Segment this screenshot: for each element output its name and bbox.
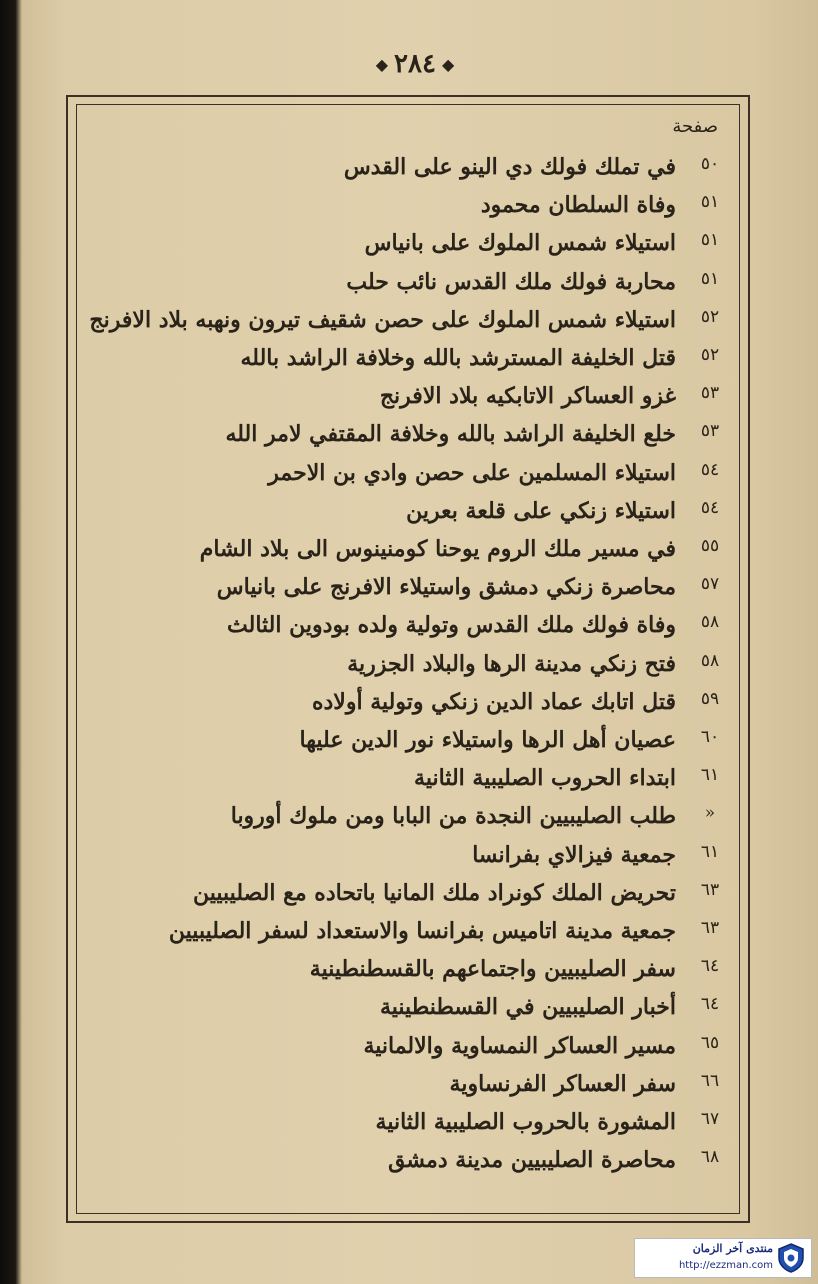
- toc-page-number: ٦٥: [700, 1032, 720, 1053]
- toc-entry-title: وفاة السلطان محمود: [480, 192, 676, 219]
- toc-page-number: ٥٣: [700, 421, 720, 442]
- toc-entry: [120, 990, 818, 1024]
- toc-entry-title: وفاة فولك ملك القدس وتولية ولده بودوين الثالث: [227, 612, 676, 639]
- forum-watermark-stamp: [634, 1238, 812, 1278]
- toc-entry-title: أخبار الصليبيين في القسطنطينية: [379, 994, 676, 1021]
- toc-entry: [120, 226, 818, 260]
- toc-entry: [120, 1067, 818, 1101]
- toc-entry: [120, 799, 818, 833]
- forum-url: http://ezzman.com: [678, 1260, 773, 1271]
- toc-entry-title: محاصرة الصليبيين مدينة دمشق: [388, 1147, 676, 1174]
- toc-entry-title: محاصرة زنكي دمشق واستيلاء الافرنج على بانياس: [216, 574, 676, 601]
- toc-entry-title: جمعية مدينة اتاميس بفرانسا والاستعداد لسفر الصليبيين: [168, 918, 676, 944]
- page-column-header: صفحة: [672, 116, 718, 137]
- toc-page-number: ٦٤: [700, 994, 720, 1015]
- toc-entry-title: استيلاء زنكي على قلعة بعرين: [406, 497, 676, 524]
- toc-page-number: ٦٦: [700, 1070, 720, 1091]
- toc-page-number: ٥٥: [700, 536, 720, 556]
- toc-entry: [120, 150, 818, 184]
- toc-page-number: ٥٩: [700, 688, 720, 709]
- toc-entry-title: عصيان أهل الرها واستيلاء نور الدين عليها: [299, 727, 676, 753]
- toc-entry-title: جمعية فيزالاي بفرانسا: [472, 841, 676, 868]
- toc-page-number: ٦٣: [700, 918, 720, 938]
- toc-entry-title: مسير العساكر النمساوية والالمانية: [363, 1032, 676, 1059]
- toc-page-number: ٦٠: [700, 727, 720, 747]
- toc-page-number: ٥١: [700, 230, 720, 251]
- toc-entry-title: قتل الخليفة المسترشد بالله وخلافة الراشد بالله: [240, 345, 676, 371]
- toc-entry-title: استيلاء المسلمين على حصن وادي بن الاحمر: [268, 459, 676, 486]
- toc-entry: [120, 188, 818, 222]
- toc-entry-title: قتل اتابك عماد الدين زنكي وتولية أولاده: [311, 688, 676, 715]
- right-ornament-icon: ◆: [441, 54, 455, 74]
- toc-entry-title: خلع الخليفة الراشد بالله وخلافة المقتفي لامر الله: [225, 421, 676, 448]
- toc-entry-title: استيلاء شمس الملوك على بانياس: [364, 230, 676, 257]
- toc-entry-title: استيلاء شمس الملوك على حصن شقيف تيرون ونهبه بلاد الافرنج: [89, 306, 676, 333]
- toc-entry: [120, 761, 818, 795]
- toc-page-number: ٥٧: [700, 574, 720, 595]
- toc-entry-title: محاربة فولك ملك القدس نائب حلب: [346, 268, 676, 295]
- toc-entry: [120, 417, 818, 451]
- toc-page-number: ٦٣: [700, 879, 720, 900]
- toc-page-number: ٥١: [700, 268, 720, 289]
- toc-page-number: ٥٣: [700, 383, 720, 404]
- toc-page-number: ٥٤: [700, 497, 720, 518]
- toc-entry: [120, 876, 818, 910]
- toc-entry: [120, 341, 818, 375]
- toc-entry: [120, 265, 818, 299]
- toc-page-number: «: [704, 803, 716, 824]
- toc-entry: [120, 1143, 818, 1177]
- toc-entry: [120, 608, 818, 642]
- toc-entry: [120, 838, 818, 872]
- toc-page-number: ٥١: [700, 192, 720, 213]
- toc-page-number: ٥٢: [700, 306, 720, 327]
- toc-entry: [120, 1105, 818, 1139]
- toc-page-number: ٥٤: [700, 459, 720, 480]
- toc-entry: [120, 494, 818, 528]
- toc-entry: [120, 1029, 818, 1063]
- toc-entry-title: طلب الصليبيين النجدة من البابا ومن ملوك أوروبا: [230, 803, 676, 830]
- left-ornament-icon: ◆: [375, 54, 389, 74]
- toc-page-number: ٦١: [700, 765, 720, 786]
- toc-entry-title: ابتداء الحروب الصليبية الثانية: [414, 765, 676, 792]
- toc-entry: [120, 914, 818, 948]
- toc-entry-title: المشورة بالحروب الصليبية الثانية: [375, 1109, 676, 1135]
- toc-page-number: ٥٨: [700, 612, 720, 633]
- toc-entry: [120, 723, 818, 757]
- toc-page-number: ٦٤: [700, 956, 720, 977]
- toc-entry-title: تحريض الملك كونراد ملك المانيا باتحاده مع الصليبيين: [193, 879, 676, 906]
- toc-page-number: ٥٢: [700, 345, 720, 365]
- page-number: ٢٨٤: [394, 49, 436, 79]
- toc-entry-title: سفر الصليبيين واجتماعهم بالقسطنطينية: [309, 956, 676, 983]
- toc-entry-title: سفر العساكر الفرنساوية: [449, 1070, 676, 1097]
- shield-logo-icon: [777, 1243, 805, 1273]
- toc-entry-title: فتح زنكي مدينة الرها والبلاد الجزرية: [347, 650, 676, 677]
- toc-page-number: ٦٨: [700, 1147, 720, 1168]
- toc-entry: [120, 379, 818, 413]
- toc-entry: [120, 532, 818, 566]
- toc-entry: [120, 570, 818, 604]
- toc-page-number: ٥٠: [700, 154, 720, 174]
- toc-page-number: ٥٨: [700, 650, 720, 671]
- toc-page-number: ٦١: [700, 841, 720, 862]
- toc-entry: [89, 303, 818, 337]
- forum-name: منتدى آخر الزمان: [692, 1242, 773, 1255]
- toc-entry-title: غزو العساكر الاتابكيه بلاد الافرنج: [379, 383, 676, 410]
- toc-entry: [120, 456, 818, 490]
- toc-entry: [120, 952, 818, 986]
- toc-entry-title: في تملك فولك دي الينو على القدس: [343, 154, 676, 180]
- toc-entry: [120, 685, 818, 719]
- toc-entry: [120, 647, 818, 681]
- toc-page-number: ٦٧: [700, 1109, 720, 1129]
- toc-entry-title: في مسير ملك الروم يوحنا كومنينوس الى بلاد الشام: [199, 536, 676, 562]
